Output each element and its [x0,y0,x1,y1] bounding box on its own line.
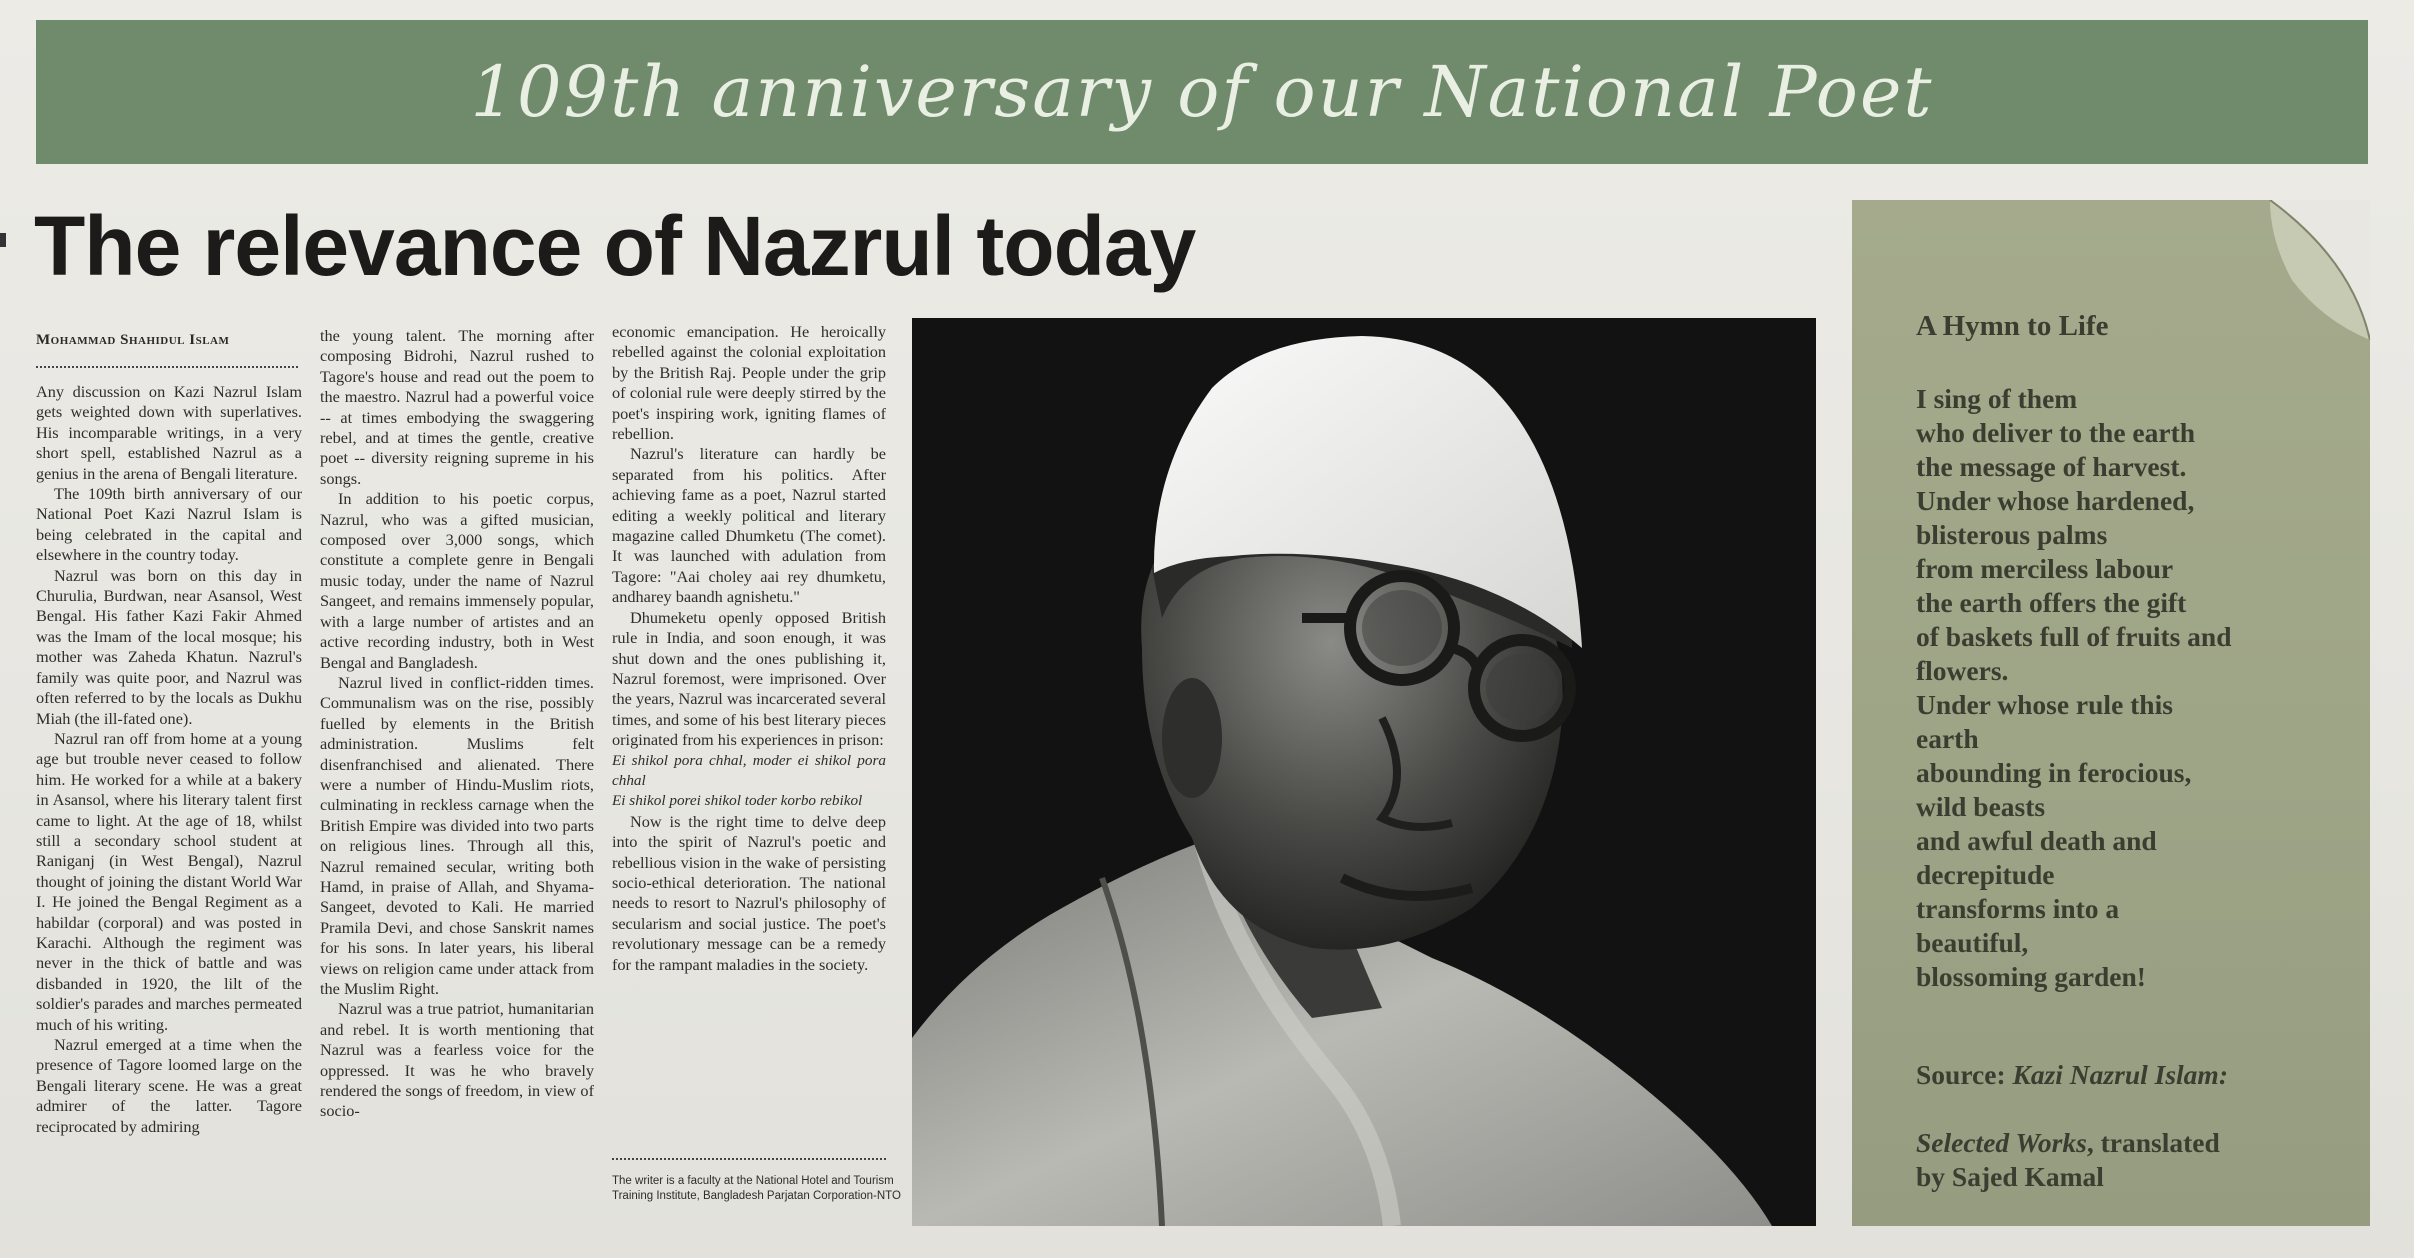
footnote-divider [612,1158,886,1160]
poem-line: the message of harvest. [1916,451,2187,482]
author-footnote: The writer is a faculty at the National Hotel and Tourism Training Institute, Bangladesh Parjatan Corporation-NTO [612,1175,901,1202]
poem-line: from merciless labour [1916,553,2174,584]
source-author: Kazi Nazrul Islam: [2012,1059,2228,1090]
paragraph: Now is the right time to delve deep into the spirit of Nazrul's poetic and rebellious vision in the wake of persisting socio-ethical deterioration. The national needs to resort to Nazrul's philosophy of secularism and social justice. The poet's revolutionary message can be a remedy for the rampant maladies in the society. [612,811,886,974]
source-label: Source: [1916,1059,2006,1090]
paragraph: The 109th birth anniversary of our National Poet Kazi Nazrul Islam is being celebrated in the capital and elsewhere in the country today. [36,484,302,565]
article-column-1 [36,382,302,1230]
paragraph: Nazrul was a true patriot, humanitarian and rebel. It is worth mentioning that Nazrul was a fearless voice for the oppressed. It was he who bravely rendered the songs of freedom, in view of socio- [320,999,594,1121]
poem-line: flowers. [1916,655,2009,686]
poem-line: the earth offers the gift [1916,587,2187,618]
portrait-photo [912,318,1816,1226]
poem-line: beautiful, [1916,927,2029,958]
source-book-title: Selected Works [1916,1127,2087,1158]
poem-line: blossoming garden! [1916,961,2146,992]
prison-verse-line: Ei shikol porei shikol toder korbo rebikol [612,792,863,810]
poem-line: decrepitude [1916,859,2055,890]
poem-line: abounding in ferocious, [1916,757,2192,788]
article-column-2 [320,326,594,1230]
paragraph: Nazrul ran off from home at a young age but trouble never ceased to follow him. He worked for a while at a bakery in Asansol, where his literary talent first came to light. At the age of 18, whilst still a secondary school student at Raniganj (in West Bengal), Nazrul thought of joining the distant World War I. He joined the Bengal Regiment as a habildar (corporal) and was posted in Karachi. Although the regiment was never in the thick of battle and was disbanded in 1920, the lilt of the soldier's parades and marches permeated much of his writing. [36,728,302,1034]
article-column-3 [612,322,886,1142]
poem-line: wild beasts [1916,791,2046,822]
poem-body [1916,382,2346,994]
paragraph: economic emancipation. He heroically rebelled against the colonial exploitation by the British Raj. People under the grip of colonial rule were deeply stirred by the poet's inspiring work, igniting flames of rebellion. [612,322,886,444]
poem-title: A Hymn to Life [1916,310,2109,342]
poem-line: who deliver to the earth [1916,417,2196,448]
poem-line: transforms into a [1916,893,2120,924]
poem-line: earth [1916,723,1979,754]
headline: The relevance of Nazrul today [34,199,1196,293]
paragraph: Nazrul's literature can hardly be separated from his politics. After achieving fame as a poet, Nazrul started editing a weekly political and literary magazine called Dhumketu (The comet). It was launched with adulation from Tagore: "Aai choley aai rey dhumketu, andharey baandh agnishetu." [612,444,886,607]
paragraph: Nazrul was born on this day in Churulia, Burdwan, near Asansol, West Bengal. His father Kazi Fakir Ahmed was the Imam of the local mosque; his mother was Zaheda Khatun. Nazrul's family was quite poor, and Nazrul was often referred to by the locals as Dukhu Miah (the ill-fated one). [36,565,302,728]
poem-line: Under whose rule this [1916,689,2173,720]
paragraph: the young talent. The morning after composing Bidrohi, Nazrul rushed to Tagore's house and read out the poem to the maestro. Nazrul had a powerful voice -- at times embodying the swaggering rebel, and at times the gentle, creative poet -- diversity reigning supreme in his songs. [320,326,594,488]
paragraph: Any discussion on Kazi Nazrul Islam gets weighted down with superlatives. His incomparable writings, in a very short spell, established Nazrul as a genius in the arena of Bengali literature. [36,382,302,483]
margin-mark [0,233,6,247]
paragraph: Nazrul emerged at a time when the presence of Tagore loomed large on the Bengali literary scene. He was a great admirer of the latter. Tagore reciprocated by admiring [36,1035,302,1136]
banner-title: 109th anniversary of our National Poet [470,51,1934,133]
paragraph: Dhumeketu openly opposed British rule in India, and soon enough, it was shut down and the ones publishing it, Nazrul foremost, were imprisoned. Over the years, Nazrul was incarcerated several times, and some of his best literary pieces originated from his experiences in prison: [612,607,886,750]
byline: Mohammad Shahidul Islam [36,332,230,348]
source-translator: by Sajed Kamal [1916,1161,2104,1192]
prison-verse-line: Ei shikol pora chhal, moder ei shikol pora chhal [612,751,886,789]
source-suffix: , translated [2086,1127,2220,1158]
anniversary-banner [36,20,2368,164]
poem-line: of baskets full of fruits and [1916,621,2232,652]
poem-line: blisterous palms [1916,519,2108,550]
poem-line: I sing of them [1916,383,2078,414]
paragraph: In addition to his poetic corpus, Nazrul, who was a gifted musician, composed over 3,000 songs, which constitute a complete genre in Bengali music today, under the name of Nazrul Sangeet, and remains immensely popular, with a large number of artistes and an active recording industry, both in West Bengal and Bangladesh. [320,489,594,672]
poem-source [1916,1058,2346,1194]
portrait-illustration [912,318,1816,1226]
poem-line: and awful death and [1916,825,2157,856]
poem-line: Under whose hardened, [1916,485,2195,516]
byline-divider [36,366,298,368]
paragraph: Nazrul lived in conflict-ridden times. Communalism was on the rise, possibly fuelled by elements in the British administration. Muslims felt disenfranchised and alienated. There were a number of Hindu-Muslim riots, culminating in reckless carnage when the British Empire was divided into two parts on religious lines. Through all this, Nazrul remained secular, writing both Hamd, in praise of Allah, and Shyama-Sangeet, devoted to Kali. He married Pramila Devi, and chose Sanskrit names for his sons. In later years, his liberal views on religion came under attack from the Muslim Right. [320,672,594,998]
